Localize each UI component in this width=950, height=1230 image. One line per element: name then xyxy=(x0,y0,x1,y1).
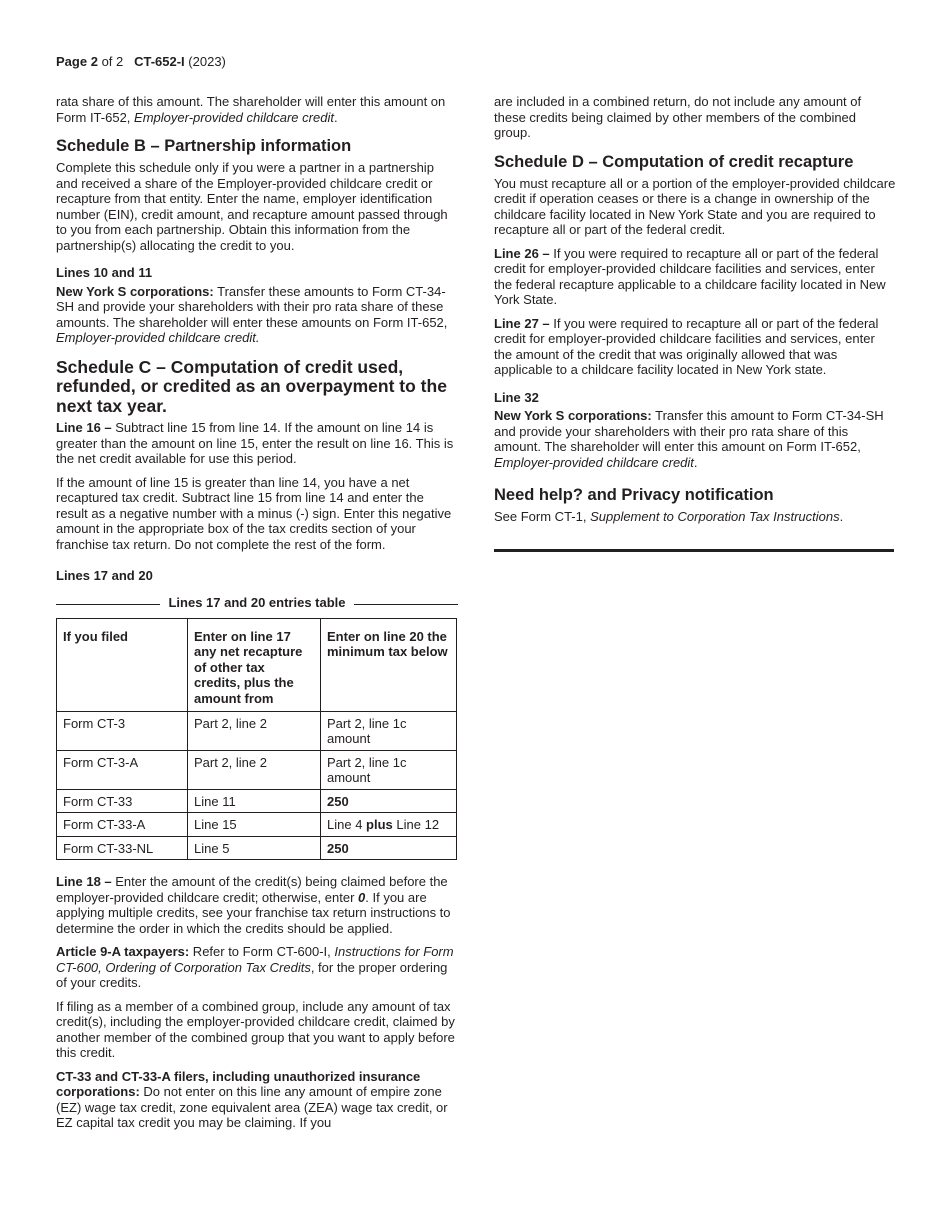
lines-10-11-heading: Lines 10 and 11 xyxy=(56,265,153,280)
table-cell: Line 15 xyxy=(188,813,321,837)
table-header-cell: If you filed xyxy=(57,618,188,711)
table-cell: Form CT-3-A xyxy=(57,750,188,789)
table-row xyxy=(57,711,457,750)
line-27-text: Line 27 – If you were required to recapture all or part of the federal credit for employer-provided childcare facilities and services, enter the amount of the credit that was originally allowed that was applicable to a childcare facility located in New York state. xyxy=(494,315,879,377)
article-9a-text: Article 9-A taxpayers: Refer to Form CT-600-I, Instructions for Form CT-600, Ordering of Corporation Tax Credits, for the proper ordering of your credits. xyxy=(56,944,454,990)
entries-table xyxy=(56,618,457,861)
table-cell: 250 xyxy=(321,789,457,813)
table-cell: 250 xyxy=(321,836,457,860)
schedule-b-text: Complete this schedule only if you were a partner in a partnership and received a share of the Employer-provided childcare credit or recapture from that entity. Enter the name, employer identification number (EIN), credit amount, and recapture amount passed through to you from each partnership. Obtain this information from the partnership(s) allocating the credit to you. xyxy=(56,160,448,253)
table-row xyxy=(57,813,457,837)
page-of: of 2 xyxy=(101,54,124,69)
schedule-d-heading: Schedule D – Computation of credit recapture xyxy=(494,152,854,171)
table-cell: Line 5 xyxy=(188,836,321,860)
table-cell: Part 2, line 2 xyxy=(188,750,321,789)
form-id: CT-652-I xyxy=(134,54,185,69)
lines-17-20-heading: Lines 17 and 20 xyxy=(56,568,153,583)
continued-paragraph: rata share of this amount. The shareholder will enter this amount on Form IT-652, Employer-provided childcare credit. xyxy=(56,94,446,125)
line-16-paragraph-2: If the amount of line 15 is greater than line 14, you have a net recaptured tax credit. Subtract line 15 from line 14 and enter the result as a negative number with a minus (-) sign. Enter this negative amount in the appropriate box of the tax credits section of your franchise tax return. Do not complete the rest of the form. xyxy=(56,474,452,552)
combined-group-text: If filing as a member of a combined group, include any amount of tax credit(s), including the employer-provided childcare credit, claimed by another member of the combined group that you want to apply before this credit. xyxy=(56,998,455,1060)
end-rule xyxy=(494,549,894,552)
table-header-cell: Enter on line 20 the minimum tax below xyxy=(321,618,457,711)
table-row xyxy=(57,750,457,789)
line-32-heading: Line 32 xyxy=(494,389,539,405)
schedule-b-heading: Schedule B – Partnership information xyxy=(56,137,352,155)
lines-10-11-text: New York S corporations: Transfer these amounts to Form CT-34-SH and provide your shareholders with their pro rata share of these amounts. The shareholder will enter these amounts on Form IT-652, Employer-provided childcare credit. xyxy=(56,283,448,345)
help-text: See Form CT-1, Supplement to Corporation Tax Instructions. xyxy=(494,509,844,524)
table-cell: Form CT-3 xyxy=(57,711,188,750)
table-cell: Form CT-33-NL xyxy=(57,836,188,860)
right-column xyxy=(494,94,896,552)
table-cell: Part 2, line 2 xyxy=(188,711,321,750)
table-cell: Part 2, line 1c amount xyxy=(321,711,457,750)
help-heading: Need help? and Privacy notification xyxy=(494,486,774,504)
line-16-text: Line 16 – Subtract line 15 from line 14. If the amount on line 14 is greater than the amount on line 15, enter the result on line 16. This is the net credit available for use this period. xyxy=(56,420,454,466)
table-cell: Part 2, line 1c amount xyxy=(321,750,457,789)
table-cell: Line 4 plus Line 12 xyxy=(321,813,457,837)
page-header xyxy=(56,54,226,69)
table-cell: Line 11 xyxy=(188,789,321,813)
left-column xyxy=(56,94,458,1139)
table-header-row xyxy=(57,618,457,711)
line-32-text: New York S corporations: Transfer this amount to Form CT-34-SH and provide your shareholders with their pro rata share of this amount. The shareholder will enter this amount on Form IT-652, Employer-provided childcare credit. xyxy=(494,408,884,470)
form-year: (2023) xyxy=(188,54,226,69)
continued-paragraph-right: are included in a combined return, do not include any amount of these credits being claimed by other members of the combined group. xyxy=(494,94,862,140)
table-caption: Lines 17 and 20 entries table xyxy=(56,594,458,612)
table-header-cell: Enter on line 17 any net recapture of other tax credits, plus the amount from xyxy=(188,618,321,711)
page-label: Page xyxy=(56,54,88,69)
ct33-filers-text: CT-33 and CT-33-A filers, including unauthorized insurance corporations: Do not enter on this line any amount of empire zone (EZ) wage tax credit, zone equivalent area (ZEA) wage tax credit, or EZ capital tax credit you may be claiming. If you xyxy=(56,1068,448,1130)
table-row xyxy=(57,836,457,860)
schedule-d-text: You must recapture all or a portion of the employer-provided childcare credit if operation ceases or there is a change in ownership of the childcare facility located in New York State and you are required to recapture all or part of the federal credit. xyxy=(494,175,896,237)
schedule-c-heading: Schedule C – Computation of credit used, refunded, or credited as an overpayment to the next tax year. xyxy=(56,356,447,416)
line-26-text: Line 26 – If you were required to recapture all or part of the federal credit for employer-provided childcare facilities and services, enter the federal recapture applicable to a childcare facility located in New York State. xyxy=(494,245,886,307)
table-cell: Form CT-33 xyxy=(57,789,188,813)
line-18-text: Line 18 – Enter the amount of the credit(s) being claimed before the employer-provided childcare credit; otherwise, enter 0. If you are applying multiple credits, see your franchise tax return instructions to determine the order in which the credits should be applied. xyxy=(56,874,451,936)
table-cell: Form CT-33-A xyxy=(57,813,188,837)
page-number: 2 xyxy=(90,54,98,69)
table-row xyxy=(57,789,457,813)
